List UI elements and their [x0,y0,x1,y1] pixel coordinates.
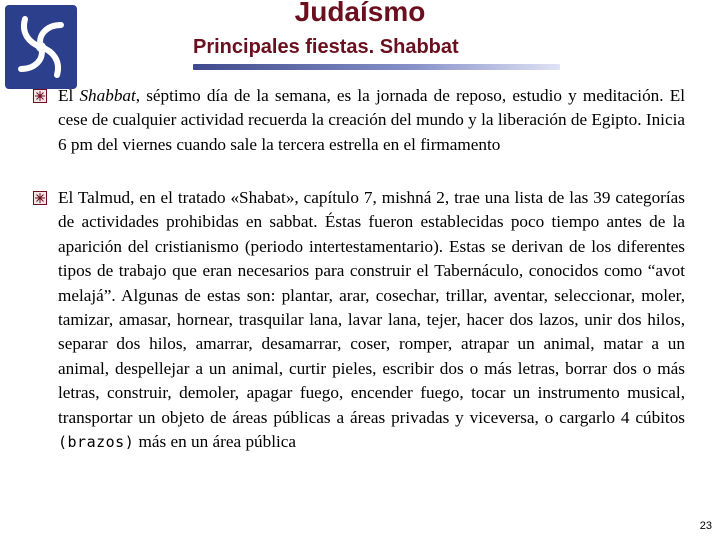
item-body-mono: (brazos) [58,433,135,452]
item-lead-emphasis: Shabbat [79,86,136,105]
bullet-square-icon [33,89,47,103]
title-underline-rule [193,64,560,70]
bullet-paragraph-talmud [58,186,685,454]
page-subtitle: Principales fiestas. Shabbat [193,36,459,58]
item-body: , séptimo día de la semana, es la jornada de reposo, estudio y meditación. El cese de cualquier actividad recuerda la creación del mundo y la liberación de Egipto. Inicia 6 pm del viernes cuando sale la tercera estrella en el firmamento [58,86,685,154]
item-body: El Talmud, en el tratado «Shabat», capítulo 7, mishná 2, trae una lista de las 39 categorías de actividades prohibidas en sabbat. Éstas fueron establecidas poco tiempo antes de la aparición del cristianismo (periodo intertestamentario). Estas se derivan de los diferentes tipos de trabajo que eran necesarios para construir el Tabernáculo, conocidos como “avot melajá”. Algunas de estas son: plantar, arar, cosechar, trillar, aventar, seleccionar, moler, tamizar, amasar, hornear, trasquilar lana, lavar lana, tejer, hacer dos lazos, unir dos hilos, separar dos hilos, amarrar, desamarrar, coser, romper, atrapar un animal, matar a un animal, despellejar a un animal, curtir pieles, escribir dos o más letras, borrar dos o más letras, construir, demoler, apagar fuego, encender fuego, tocar un instrumento musical, transportar un objeto de áreas públicas a áreas privadas y viceversa, o cargarlo 4 cúbitos [58,188,685,427]
page-number: 23 [699,520,712,532]
page-title: Judaísmo [294,0,426,27]
bullet-paragraph-shabbat [58,84,685,157]
item-lead: El [58,86,80,105]
bullet-square-icon [33,191,47,205]
item-body-tail: más en un área pública [134,432,297,452]
